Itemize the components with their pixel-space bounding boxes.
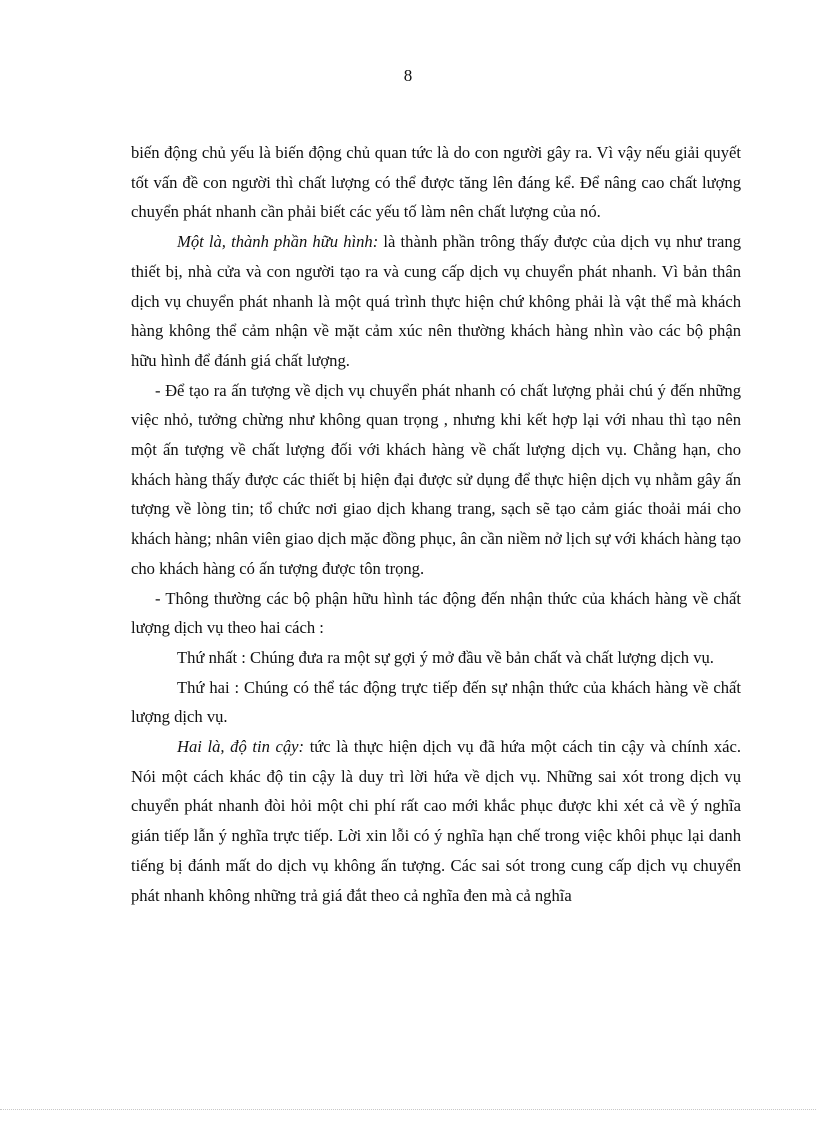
paragraph-1: biến động chủ yếu là biến động chủ quan tức là do con người gây ra. Vì vậy nếu giải quyết tốt vấn đề con người thì chất lượng có thể được tăng lên đáng kể. Để nâng cao chất lượng chuyển phát nhanh cần phải biết các yếu tố làm nên chất lượng của nó. — [131, 143, 741, 222]
paragraph-7 — [131, 732, 741, 910]
paragraph-2-lead: Một là, thành phần hữu hình: — [177, 232, 379, 252]
page-number: 8 — [403, 66, 413, 85]
paragraph-7-text: tức là thực hiện dịch vụ đã hứa một cách tin cậy và chính xác. Nói một cách khác độ tin cậy là duy trì lời hứa về dịch vụ. Những sai xót trong dịch vụ chuyển phát nhanh đòi hỏi một chi phí rất cao mới khắc phục được khi xét cả về ý nghĩa gián tiếp lẫn ý nghĩa trực tiếp. Lời xin lỗi có ý nghĩa hạn chế trong việc khôi phục lại danh tiếng bị đánh mất do dịch vụ không ấn tượng. Các sai sót trong cung cấp dịch vụ chuyển phát nhanh không những trả giá đắt theo cả nghĩa đen mà cả nghĩa — [131, 737, 741, 905]
body-text — [131, 138, 741, 910]
paragraph-2 — [131, 227, 741, 376]
paragraph-4: - Thông thường các bộ phận hữu hình tác động đến nhận thức của khách hàng về chất lượng dịch vụ theo hai cách : — [131, 588, 741, 638]
paragraph-5: Thứ nhất : Chúng đưa ra một sự gợi ý mở đầu về bản chất và chất lượng dịch vụ. — [177, 647, 714, 667]
paragraph-7-lead: Hai là, độ tin cậy: — [177, 737, 305, 757]
paragraph-3: - Để tạo ra ấn tượng về dịch vụ chuyển phát nhanh có chất lượng phải chú ý đến những việc nhỏ, tưởng chừng như không quan trọng , nhưng khi kết hợp lại với nhau thì tạo nên một ấn tượng về chất lượng đối với khách hàng về chất lượng dịch vụ. Chẳng hạn, cho khách hàng thấy được các thiết bị hiện đại được sử dụng để thực hiện dịch vụ nhằm gây ấn tượng về lòng tin; tổ chức nơi giao dịch khang trang, sạch sẽ tạo cảm giác thoải mái cho khách hàng; nhân viên giao dịch mặc đồng phục, ân cần niềm nở lịch sự với khách hàng tạo cho khách hàng có ấn tượng được tôn trọng. — [131, 380, 741, 578]
paragraph-6: Thứ hai : Chúng có thể tác động trực tiếp đến sự nhận thức của khách hàng về chất lượng dịch vụ. — [131, 677, 741, 727]
page-bottom-rule — [0, 1109, 816, 1110]
paragraph-2-text: là thành phần trông thấy được của dịch vụ như trang thiết bị, nhà cửa và con người tạo ra và cung cấp dịch vụ chuyển phát nhanh. Vì bản thân dịch vụ chuyển phát nhanh là một quá trình thực hiện chứ không phải là vật thể mà khách hàng không thể cảm nhận về mặt cảm xúc nên thường khách hàng nhìn vào các bộ phận hữu hình để đánh giá chất lượng. — [131, 232, 741, 370]
